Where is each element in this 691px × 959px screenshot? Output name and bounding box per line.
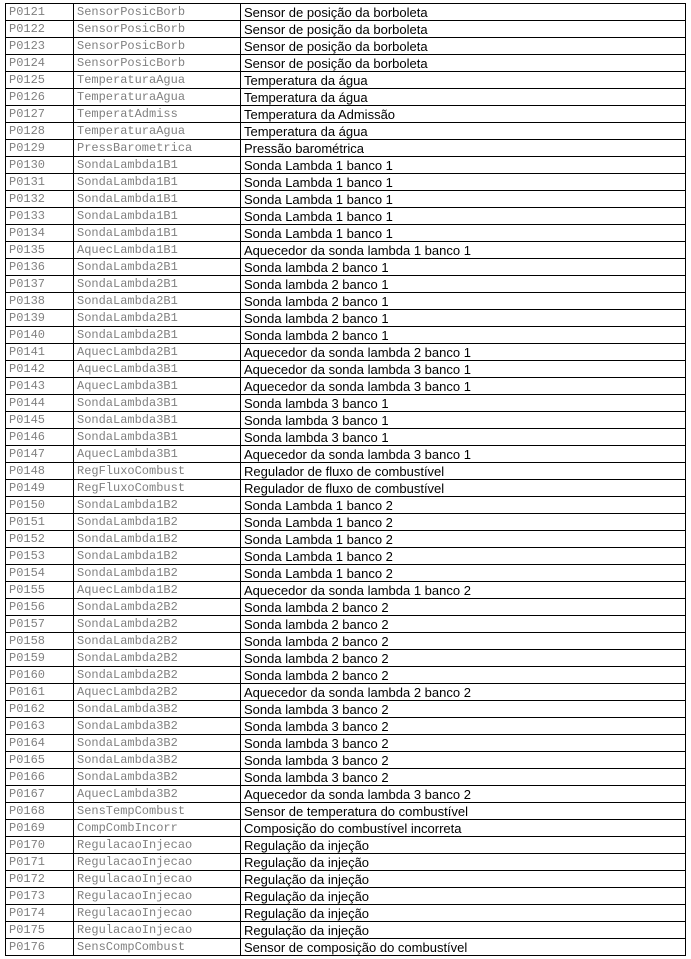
description-cell: Sensor de composição do combustível bbox=[241, 939, 686, 956]
identifier-cell: SondaLambda3B2 bbox=[74, 752, 241, 769]
table-row bbox=[6, 21, 686, 38]
fault-code-cell: P0134 bbox=[6, 225, 74, 242]
identifier-cell: RegulacaoInjecao bbox=[74, 837, 241, 854]
fault-code-sheet bbox=[5, 3, 686, 956]
description-cell: Regulação da injeção bbox=[241, 837, 686, 854]
identifier-cell: TemperaturaAgua bbox=[74, 72, 241, 89]
fault-code-cell: P0127 bbox=[6, 106, 74, 123]
fault-code-cell: P0166 bbox=[6, 769, 74, 786]
fault-code-cell: P0162 bbox=[6, 701, 74, 718]
description-cell: Sonda lambda 3 banco 2 bbox=[241, 769, 686, 786]
description-cell: Regulação da injeção bbox=[241, 922, 686, 939]
identifier-cell: AquecLambda1B1 bbox=[74, 242, 241, 259]
identifier-cell: SensorPosicBorb bbox=[74, 4, 241, 21]
description-cell: Sonda lambda 3 banco 1 bbox=[241, 395, 686, 412]
description-cell: Sonda lambda 2 banco 2 bbox=[241, 599, 686, 616]
fault-code-cell: P0156 bbox=[6, 599, 74, 616]
table-row bbox=[6, 242, 686, 259]
table-row bbox=[6, 888, 686, 905]
identifier-cell: SondaLambda3B2 bbox=[74, 701, 241, 718]
identifier-cell: SondaLambda2B2 bbox=[74, 667, 241, 684]
table-row bbox=[6, 378, 686, 395]
fault-code-cell: P0172 bbox=[6, 871, 74, 888]
description-cell: Sensor de posição da borboleta bbox=[241, 38, 686, 55]
identifier-cell: RegulacaoInjecao bbox=[74, 871, 241, 888]
fault-code-cell: P0133 bbox=[6, 208, 74, 225]
identifier-cell: SensCompCombust bbox=[74, 939, 241, 956]
table-row bbox=[6, 4, 686, 21]
identifier-cell: SondaLambda1B1 bbox=[74, 157, 241, 174]
description-cell: Sonda Lambda 1 banco 2 bbox=[241, 531, 686, 548]
fault-code-cell: P0123 bbox=[6, 38, 74, 55]
identifier-cell: SondaLambda2B2 bbox=[74, 633, 241, 650]
fault-code-cell: P0148 bbox=[6, 463, 74, 480]
table-row bbox=[6, 735, 686, 752]
fault-code-cell: P0144 bbox=[6, 395, 74, 412]
description-cell: Sensor de posição da borboleta bbox=[241, 4, 686, 21]
table-row bbox=[6, 412, 686, 429]
description-cell: Sonda lambda 3 banco 2 bbox=[241, 752, 686, 769]
description-cell: Aquecedor da sonda lambda 3 banco 2 bbox=[241, 786, 686, 803]
fault-code-cell: P0126 bbox=[6, 89, 74, 106]
identifier-cell: SondaLambda2B1 bbox=[74, 293, 241, 310]
fault-code-cell: P0142 bbox=[6, 361, 74, 378]
table-row bbox=[6, 276, 686, 293]
identifier-cell: SondaLambda2B2 bbox=[74, 650, 241, 667]
table-row bbox=[6, 429, 686, 446]
table-row bbox=[6, 140, 686, 157]
identifier-cell: SensorPosicBorb bbox=[74, 21, 241, 38]
table-row bbox=[6, 786, 686, 803]
identifier-cell: SensTempCombust bbox=[74, 803, 241, 820]
identifier-cell: PressBarometrica bbox=[74, 140, 241, 157]
identifier-cell: SondaLambda1B1 bbox=[74, 174, 241, 191]
identifier-cell: SondaLambda3B1 bbox=[74, 429, 241, 446]
table-row bbox=[6, 599, 686, 616]
fault-code-cell: P0173 bbox=[6, 888, 74, 905]
fault-code-cell: P0131 bbox=[6, 174, 74, 191]
description-cell: Sonda Lambda 1 banco 2 bbox=[241, 548, 686, 565]
fault-code-cell: P0139 bbox=[6, 310, 74, 327]
description-cell: Aquecedor da sonda lambda 1 banco 1 bbox=[241, 242, 686, 259]
fault-code-cell: P0124 bbox=[6, 55, 74, 72]
fault-code-cell: P0168 bbox=[6, 803, 74, 820]
identifier-cell: SensorPosicBorb bbox=[74, 55, 241, 72]
description-cell: Sonda lambda 2 banco 1 bbox=[241, 276, 686, 293]
table-row bbox=[6, 616, 686, 633]
fault-code-cell: P0170 bbox=[6, 837, 74, 854]
description-cell: Sonda lambda 3 banco 2 bbox=[241, 701, 686, 718]
description-cell: Sonda Lambda 1 banco 1 bbox=[241, 225, 686, 242]
table-row bbox=[6, 327, 686, 344]
description-cell: Temperatura da Admissão bbox=[241, 106, 686, 123]
fault-code-cell: P0138 bbox=[6, 293, 74, 310]
description-cell: Aquecedor da sonda lambda 2 banco 1 bbox=[241, 344, 686, 361]
fault-code-cell: P0136 bbox=[6, 259, 74, 276]
identifier-cell: RegulacaoInjecao bbox=[74, 905, 241, 922]
description-cell: Sensor de posição da borboleta bbox=[241, 21, 686, 38]
fault-code-cell: P0154 bbox=[6, 565, 74, 582]
fault-code-cell: P0169 bbox=[6, 820, 74, 837]
table-row bbox=[6, 157, 686, 174]
identifier-cell: SondaLambda2B2 bbox=[74, 599, 241, 616]
fault-code-cell: P0176 bbox=[6, 939, 74, 956]
description-cell: Sonda Lambda 1 banco 1 bbox=[241, 174, 686, 191]
table-row bbox=[6, 752, 686, 769]
table-row bbox=[6, 497, 686, 514]
table-row bbox=[6, 837, 686, 854]
fault-code-cell: P0132 bbox=[6, 191, 74, 208]
identifier-cell: SondaLambda1B1 bbox=[74, 225, 241, 242]
identifier-cell: RegulacaoInjecao bbox=[74, 922, 241, 939]
table-row bbox=[6, 905, 686, 922]
identifier-cell: TemperatAdmiss bbox=[74, 106, 241, 123]
identifier-cell: RegFluxoCombust bbox=[74, 463, 241, 480]
identifier-cell: CompCombIncorr bbox=[74, 820, 241, 837]
fault-code-cell: P0158 bbox=[6, 633, 74, 650]
identifier-cell: SondaLambda3B2 bbox=[74, 718, 241, 735]
table-row bbox=[6, 463, 686, 480]
fault-code-cell: P0161 bbox=[6, 684, 74, 701]
fault-code-cell: P0174 bbox=[6, 905, 74, 922]
identifier-cell: SondaLambda2B1 bbox=[74, 327, 241, 344]
description-cell: Temperatura da água bbox=[241, 123, 686, 140]
description-cell: Aquecedor da sonda lambda 1 banco 2 bbox=[241, 582, 686, 599]
fault-code-cell: P0152 bbox=[6, 531, 74, 548]
fault-code-cell: P0143 bbox=[6, 378, 74, 395]
table-row bbox=[6, 803, 686, 820]
description-cell: Regulador de fluxo de combustível bbox=[241, 463, 686, 480]
identifier-cell: SondaLambda1B1 bbox=[74, 191, 241, 208]
table-row bbox=[6, 446, 686, 463]
table-row bbox=[6, 208, 686, 225]
fault-code-cell: P0159 bbox=[6, 650, 74, 667]
table-row bbox=[6, 922, 686, 939]
description-cell: Sonda lambda 3 banco 2 bbox=[241, 735, 686, 752]
fault-code-cell: P0122 bbox=[6, 21, 74, 38]
identifier-cell: SondaLambda2B2 bbox=[74, 616, 241, 633]
table-row bbox=[6, 55, 686, 72]
identifier-cell: SensorPosicBorb bbox=[74, 38, 241, 55]
table-row bbox=[6, 38, 686, 55]
description-cell: Regulação da injeção bbox=[241, 905, 686, 922]
identifier-cell: TemperaturaAgua bbox=[74, 89, 241, 106]
identifier-cell: AquecLambda3B2 bbox=[74, 786, 241, 803]
description-cell: Sonda lambda 2 banco 1 bbox=[241, 259, 686, 276]
table-row bbox=[6, 633, 686, 650]
fault-code-cell: P0160 bbox=[6, 667, 74, 684]
description-cell: Sonda lambda 2 banco 2 bbox=[241, 633, 686, 650]
identifier-cell: SondaLambda3B1 bbox=[74, 412, 241, 429]
fault-code-cell: P0137 bbox=[6, 276, 74, 293]
identifier-cell: AquecLambda1B2 bbox=[74, 582, 241, 599]
fault-code-table-body bbox=[6, 4, 686, 956]
description-cell: Sonda lambda 2 banco 1 bbox=[241, 327, 686, 344]
fault-code-cell: P0165 bbox=[6, 752, 74, 769]
identifier-cell: RegFluxoCombust bbox=[74, 480, 241, 497]
table-row bbox=[6, 531, 686, 548]
identifier-cell: AquecLambda2B1 bbox=[74, 344, 241, 361]
table-row bbox=[6, 565, 686, 582]
fault-code-cell: P0153 bbox=[6, 548, 74, 565]
fault-code-cell: P0121 bbox=[6, 4, 74, 21]
description-cell: Sonda lambda 2 banco 2 bbox=[241, 616, 686, 633]
description-cell: Sonda lambda 2 banco 2 bbox=[241, 650, 686, 667]
description-cell: Sonda Lambda 1 banco 2 bbox=[241, 497, 686, 514]
fault-code-cell: P0175 bbox=[6, 922, 74, 939]
table-row bbox=[6, 123, 686, 140]
description-cell: Sonda lambda 2 banco 2 bbox=[241, 667, 686, 684]
fault-code-cell: P0157 bbox=[6, 616, 74, 633]
fault-code-cell: P0130 bbox=[6, 157, 74, 174]
description-cell: Regulação da injeção bbox=[241, 888, 686, 905]
fault-code-cell: P0151 bbox=[6, 514, 74, 531]
fault-code-cell: P0171 bbox=[6, 854, 74, 871]
identifier-cell: AquecLambda3B1 bbox=[74, 378, 241, 395]
description-cell: Sonda Lambda 1 banco 1 bbox=[241, 157, 686, 174]
table-row bbox=[6, 395, 686, 412]
table-row bbox=[6, 89, 686, 106]
table-row bbox=[6, 361, 686, 378]
description-cell: Sonda Lambda 1 banco 2 bbox=[241, 514, 686, 531]
fault-code-cell: P0167 bbox=[6, 786, 74, 803]
table-row bbox=[6, 174, 686, 191]
description-cell: Sonda lambda 2 banco 1 bbox=[241, 310, 686, 327]
fault-code-cell: P0150 bbox=[6, 497, 74, 514]
identifier-cell: SondaLambda1B2 bbox=[74, 497, 241, 514]
description-cell: Regulação da injeção bbox=[241, 871, 686, 888]
identifier-cell: SondaLambda3B2 bbox=[74, 735, 241, 752]
identifier-cell: SondaLambda1B2 bbox=[74, 548, 241, 565]
description-cell: Sonda Lambda 1 banco 2 bbox=[241, 565, 686, 582]
table-row bbox=[6, 684, 686, 701]
fault-code-cell: P0146 bbox=[6, 429, 74, 446]
table-row bbox=[6, 344, 686, 361]
identifier-cell: SondaLambda1B2 bbox=[74, 514, 241, 531]
identifier-cell: SondaLambda3B1 bbox=[74, 395, 241, 412]
fault-code-cell: P0141 bbox=[6, 344, 74, 361]
table-row bbox=[6, 480, 686, 497]
identifier-cell: AquecLambda3B1 bbox=[74, 446, 241, 463]
identifier-cell: SondaLambda2B1 bbox=[74, 310, 241, 327]
identifier-cell: SondaLambda2B1 bbox=[74, 276, 241, 293]
identifier-cell: RegulacaoInjecao bbox=[74, 854, 241, 871]
description-cell: Sonda Lambda 1 banco 1 bbox=[241, 191, 686, 208]
description-cell: Temperatura da água bbox=[241, 89, 686, 106]
description-cell: Sonda lambda 3 banco 2 bbox=[241, 718, 686, 735]
table-row bbox=[6, 191, 686, 208]
fault-code-cell: P0147 bbox=[6, 446, 74, 463]
table-row bbox=[6, 514, 686, 531]
fault-code-cell: P0128 bbox=[6, 123, 74, 140]
table-row bbox=[6, 871, 686, 888]
table-row bbox=[6, 310, 686, 327]
description-cell: Sonda lambda 3 banco 1 bbox=[241, 412, 686, 429]
identifier-cell: TemperaturaAgua bbox=[74, 123, 241, 140]
table-row bbox=[6, 650, 686, 667]
fault-code-cell: P0145 bbox=[6, 412, 74, 429]
description-cell: Sensor de temperatura do combustível bbox=[241, 803, 686, 820]
description-cell: Regulador de fluxo de combustível bbox=[241, 480, 686, 497]
description-cell: Aquecedor da sonda lambda 3 banco 1 bbox=[241, 446, 686, 463]
table-row bbox=[6, 854, 686, 871]
table-row bbox=[6, 769, 686, 786]
description-cell: Composição do combustível incorreta bbox=[241, 820, 686, 837]
fault-code-cell: P0155 bbox=[6, 582, 74, 599]
description-cell: Regulação da injeção bbox=[241, 854, 686, 871]
identifier-cell: RegulacaoInjecao bbox=[74, 888, 241, 905]
table-row bbox=[6, 582, 686, 599]
fault-code-cell: P0129 bbox=[6, 140, 74, 157]
table-row bbox=[6, 939, 686, 956]
description-cell: Aquecedor da sonda lambda 3 banco 1 bbox=[241, 378, 686, 395]
identifier-cell: AquecLambda2B2 bbox=[74, 684, 241, 701]
table-row bbox=[6, 106, 686, 123]
fault-code-cell: P0149 bbox=[6, 480, 74, 497]
table-row bbox=[6, 701, 686, 718]
fault-code-cell: P0125 bbox=[6, 72, 74, 89]
table-row bbox=[6, 225, 686, 242]
description-cell: Aquecedor da sonda lambda 2 banco 2 bbox=[241, 684, 686, 701]
description-cell: Sonda Lambda 1 banco 1 bbox=[241, 208, 686, 225]
identifier-cell: SondaLambda2B1 bbox=[74, 259, 241, 276]
fault-code-cell: P0163 bbox=[6, 718, 74, 735]
table-row bbox=[6, 259, 686, 276]
table-row bbox=[6, 548, 686, 565]
table-row bbox=[6, 72, 686, 89]
description-cell: Sonda lambda 3 banco 1 bbox=[241, 429, 686, 446]
table-row bbox=[6, 718, 686, 735]
description-cell: Sonda lambda 2 banco 1 bbox=[241, 293, 686, 310]
description-cell: Sensor de posição da borboleta bbox=[241, 55, 686, 72]
identifier-cell: SondaLambda3B2 bbox=[74, 769, 241, 786]
fault-code-cell: P0135 bbox=[6, 242, 74, 259]
identifier-cell: SondaLambda1B2 bbox=[74, 531, 241, 548]
fault-code-cell: P0164 bbox=[6, 735, 74, 752]
description-cell: Temperatura da água bbox=[241, 72, 686, 89]
table-row bbox=[6, 293, 686, 310]
fault-code-cell: P0140 bbox=[6, 327, 74, 344]
identifier-cell: SondaLambda1B1 bbox=[74, 208, 241, 225]
description-cell: Pressão barométrica bbox=[241, 140, 686, 157]
identifier-cell: AquecLambda3B1 bbox=[74, 361, 241, 378]
table-row bbox=[6, 667, 686, 684]
identifier-cell: SondaLambda1B2 bbox=[74, 565, 241, 582]
fault-code-table bbox=[5, 3, 686, 956]
table-row bbox=[6, 820, 686, 837]
description-cell: Aquecedor da sonda lambda 3 banco 1 bbox=[241, 361, 686, 378]
